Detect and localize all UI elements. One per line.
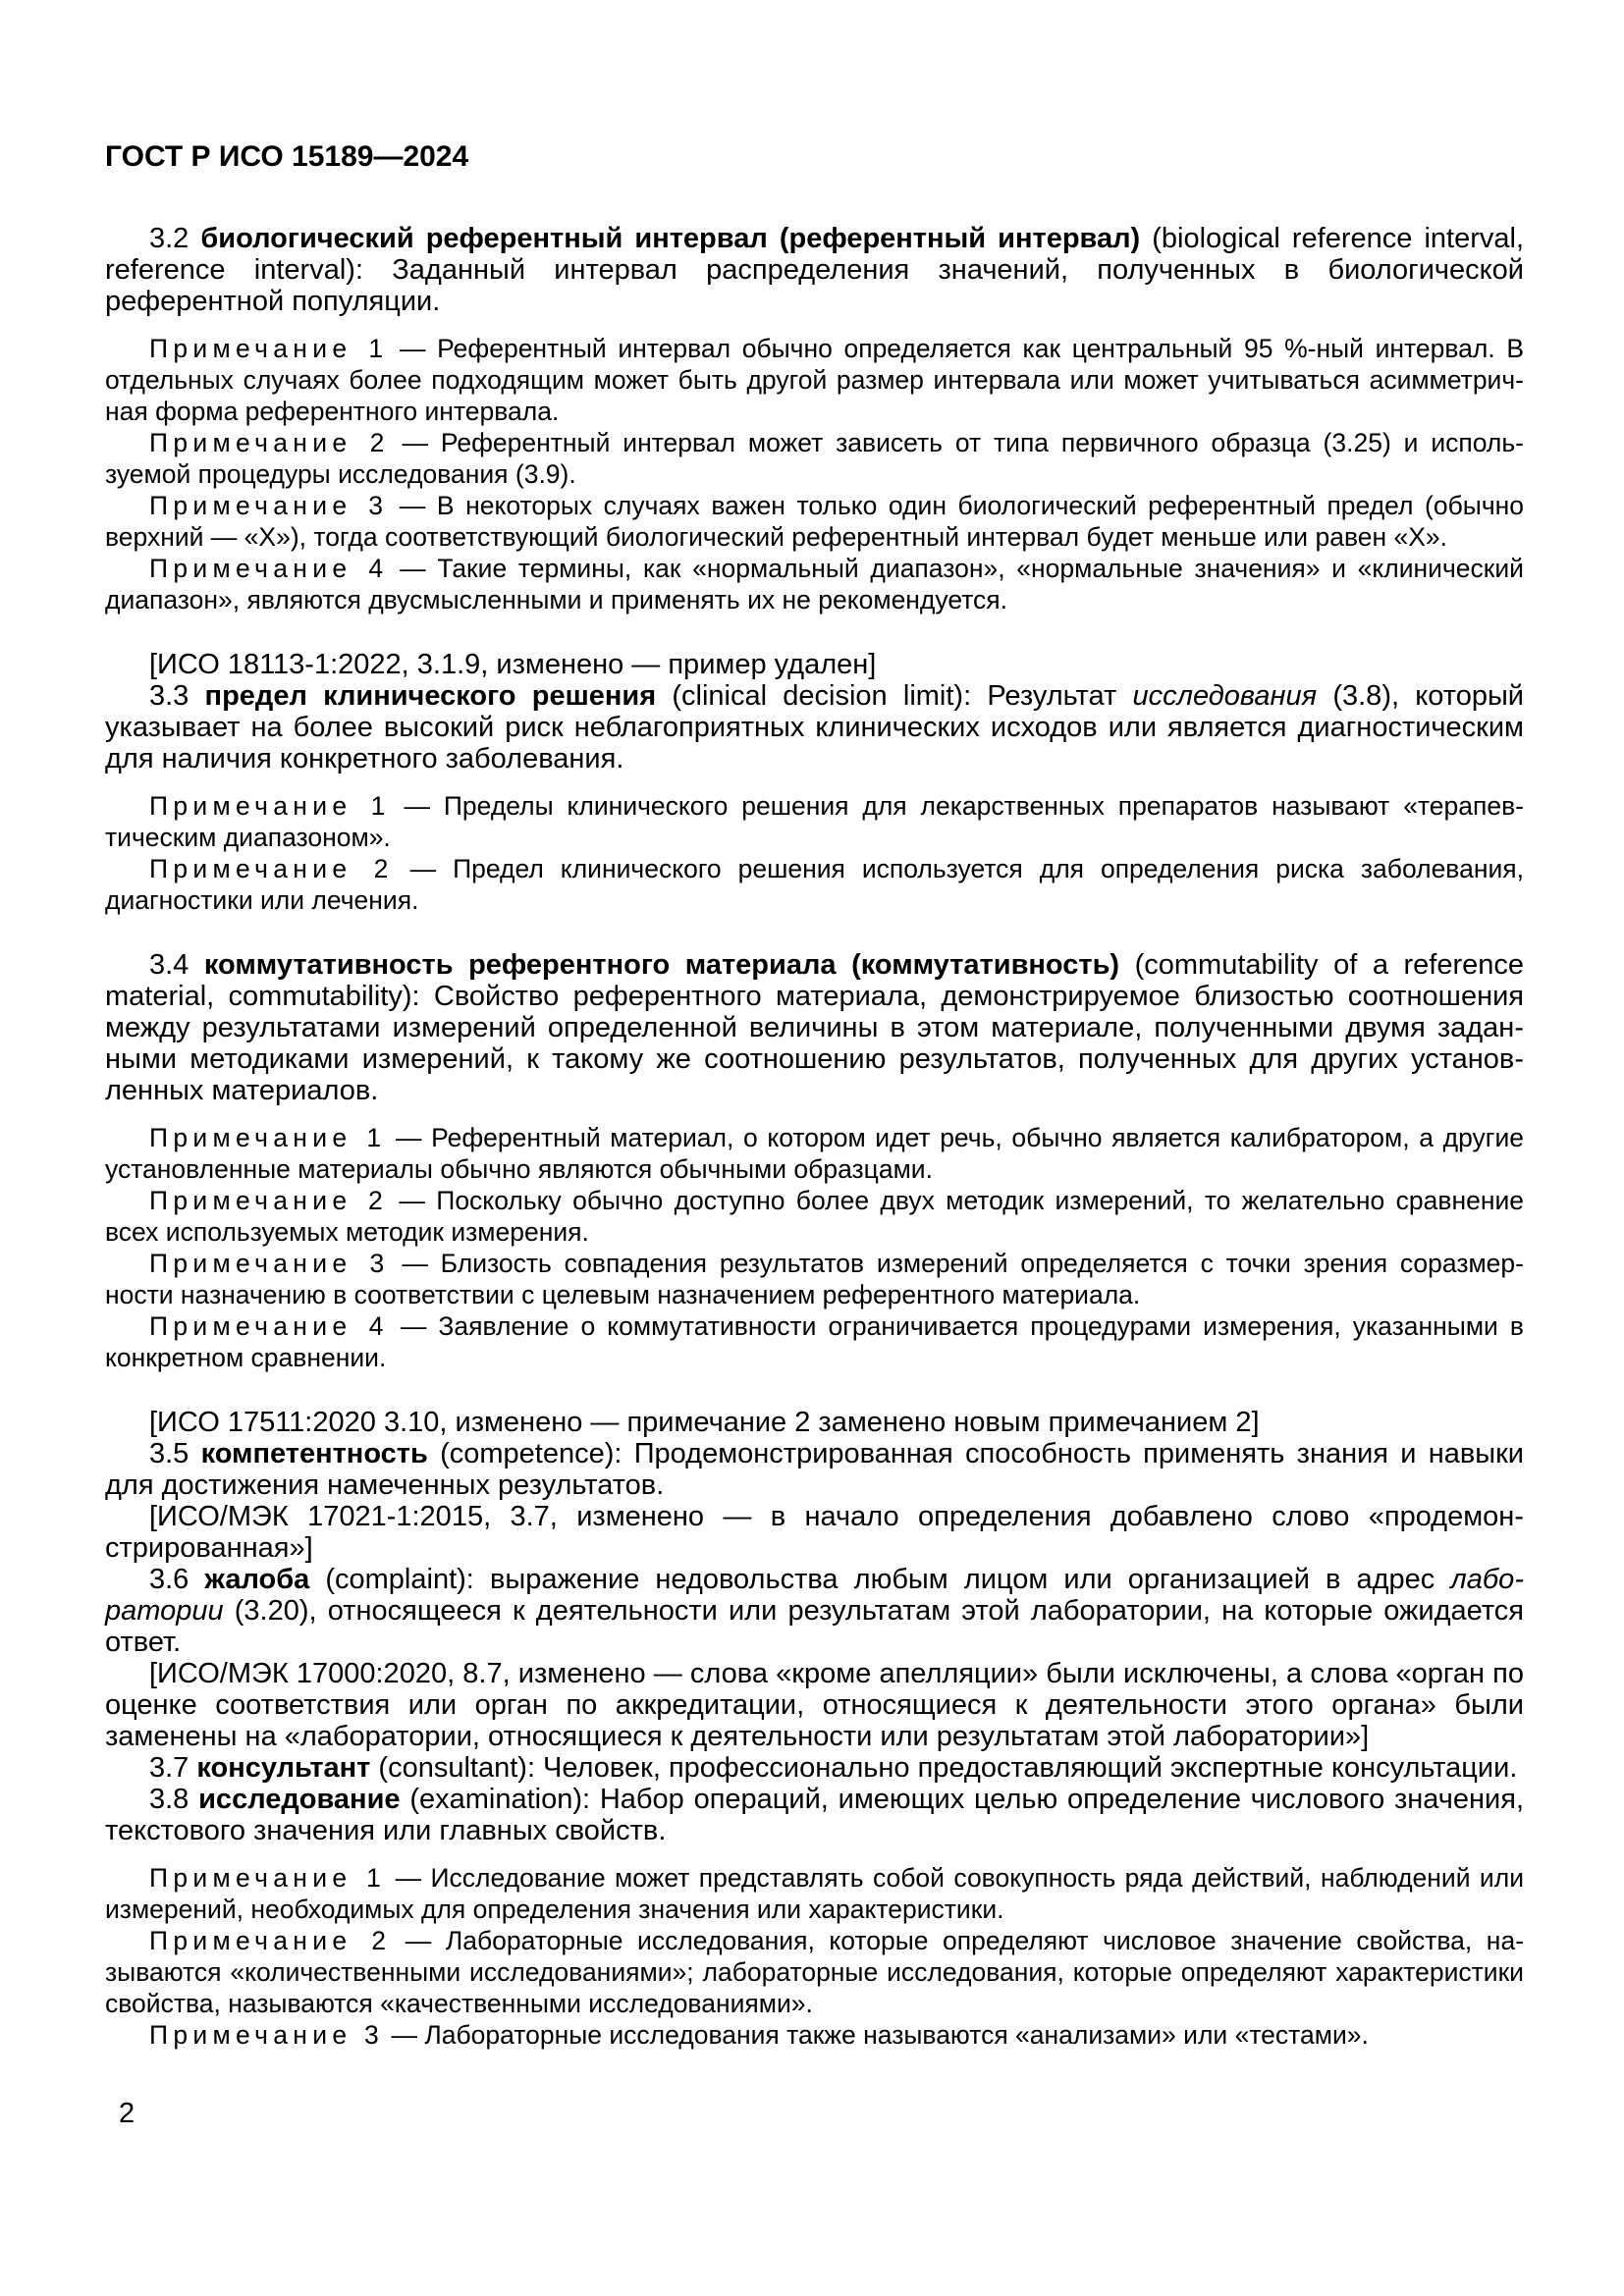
note-label: Примечание 3 <box>149 2020 385 2050</box>
text-run: — Предел клинического решения используется для определения риска заболевания, диагностики или лечения. <box>105 854 1524 915</box>
term-3.4 <box>105 949 1524 1106</box>
text-run: исследования <box>1132 680 1318 712</box>
source-iso-17000 <box>105 1658 1524 1752</box>
note-label: Примечание 1 <box>149 334 389 363</box>
source-iso-17021 <box>105 1501 1524 1564</box>
text-run: — Референтный материал, о котором идет речь, обычно является калибратором, а другие установленные материалы обычно являются обычными образцами. <box>105 1123 1524 1184</box>
source-iso-18113 <box>105 649 1524 680</box>
term-3.8-note-3 <box>105 2019 1524 2051</box>
text-run: — Поскольку обычно доступно более двух методик измерений, то желательно сравнение всех используемых методик измерения. <box>105 1186 1524 1247</box>
term-3.5 <box>105 1438 1524 1501</box>
note-label: Примечание 2 <box>149 1186 389 1215</box>
text-run: [ИСО/МЭК 17000:2020, 8.7, изменено — слова «кроме апелляции» были исключены, а слова «орган по оценке соответствия или орган по аккредитации, относящиеся к деятельности этого органа» были заменены на «лаборатории, относящиеся к деятельности или результатам этой лаборатории»] <box>105 1658 1524 1752</box>
text-run: — Заявление о коммутативности ограничивается процедурами измерения, указанными в конкретном сравнении. <box>105 1311 1524 1372</box>
text-run: — В некоторых случаях важен только один биологический референтный предел (обычно верхний — «X»), тогда соответствующий биологический референтный интервал будет меньше или равен «X». <box>105 491 1524 552</box>
text-run: 3.5 <box>149 1438 201 1469</box>
text-run: (biological reference interval, reference interval): Заданный интервал распределения значений, полученных в биологической референтной популяции. <box>105 223 1524 317</box>
term-3.2-note-1 <box>105 333 1524 427</box>
note-label: Примечание 4 <box>149 554 389 583</box>
term-3.3-note-2 <box>105 853 1524 916</box>
note-label: Примечание 1 <box>149 1123 387 1152</box>
text-run: 3.2 <box>149 223 201 254</box>
document-body <box>105 223 1524 2051</box>
note-label: Примечание 2 <box>149 854 394 883</box>
term-3.8-note-1 <box>105 1862 1524 1925</box>
text-run: [ИСО 18113-1:2022, 3.1.9, изменено — пример удален] <box>149 649 877 680</box>
text-run: компетентность <box>200 1438 428 1469</box>
note-label: Примечание 2 <box>149 1926 392 1955</box>
note-label: Примечание 1 <box>149 1863 387 1893</box>
term-3.6 <box>105 1564 1524 1658</box>
text-run: (commutability of a reference material, commutability): Свойство референтного материала, демонстрируемое близостью соотношения между результатами измерений определенной величины в этом материале, полученными двумя заданными методиками измерений, к такому же соотношению результатов, полученных для других установленных материалов. <box>105 949 1524 1106</box>
note-label: Примечание 2 <box>149 428 390 457</box>
text-run: (clinical decision limit): Результат <box>656 680 1133 712</box>
term-3.8-note-2 <box>105 1925 1524 2019</box>
term-3.2 <box>105 223 1524 317</box>
note-label: Примечание 3 <box>149 491 389 520</box>
term-3.4-note-2 <box>105 1185 1524 1248</box>
text-run: — Лабораторные исследования, которые определяют числовое значение свойства, называются «количественными исследованиями»; лабораторные исследования, которые определяют характеристики свойства, называются «качественными исследованиями». <box>105 1926 1525 2018</box>
document-header: ГОСТ Р ИСО 15189—2024 <box>105 140 469 173</box>
term-3.4-note-4 <box>105 1310 1524 1373</box>
note-label: Примечание 4 <box>149 1311 389 1341</box>
text-run: — Пределы клинического решения для лекарственных препаратов называют «терапевтическим диапазоном». <box>105 791 1524 852</box>
text-run: — Близость совпадения результатов измерений определяется с точки зрения соразмерности назначению в соответствии с целевым назначением референтного материала. <box>105 1249 1524 1309</box>
text-run: консультант <box>196 1752 371 1784</box>
term-3.3 <box>105 680 1524 774</box>
text-run: 3.6 <box>149 1564 205 1595</box>
text-run: предел клинического решения <box>204 680 657 712</box>
text-run: (3.20), относящееся к деятельности или результатам этой лаборатории, на которые ожидается ответ. <box>105 1595 1524 1658</box>
text-run: [ИСО/МЭК 17021-1:2015, 3.7, изменено — в начало определения добавлено слово «продемонстрированная»] <box>105 1501 1524 1564</box>
text-run: лаборатории <box>105 1564 1524 1627</box>
text-run: биологический референтный интервал (референтный интервал) <box>200 223 1141 254</box>
text-run: коммутативность референтного материала (коммутативность) <box>203 949 1120 981</box>
note-label: Примечание 3 <box>149 1249 390 1278</box>
text-run: (consultant): Человек, профессионально предоставляющий экспертные консультации. <box>370 1752 1518 1784</box>
text-run: — Референтный интервал может зависеть от типа первичного образца (3.25) и используемой процедуры исследования (3.9). <box>105 428 1524 489</box>
text-run: — Исследование может представлять собой совокупность ряда действий, наблюдений или измерений, необходимых для определения значения или характеристики. <box>105 1863 1524 1924</box>
text-run: (complaint): выражение недовольства любым лицом или организацией в адрес <box>309 1564 1451 1595</box>
text-run: — Такие термины, как «нормальный диапазон», «нормальные значения» и «клинический диапазон», являются двусмысленными и применять их не рекомендуется. <box>105 554 1524 614</box>
text-run: (3.8), который указывает на более высокий риск неблагоприятных клинических исходов или является диагностическим для наличия конкретного заболевания. <box>105 680 1525 774</box>
text-run: 3.4 <box>149 949 204 981</box>
text-run: [ИСО 17511:2020 3.10, изменено — примечание 2 заменено новым примечанием 2] <box>149 1407 1260 1438</box>
term-3.7 <box>105 1752 1524 1784</box>
text-run: 3.3 <box>149 680 205 712</box>
term-3.4-note-3 <box>105 1248 1524 1310</box>
source-iso-17511 <box>105 1407 1524 1438</box>
term-3.2-note-4 <box>105 553 1524 615</box>
term-3.4-note-1 <box>105 1122 1524 1185</box>
text-run: жалоба <box>204 1564 310 1595</box>
page-number: 2 <box>119 2098 135 2129</box>
term-3.2-note-2 <box>105 427 1524 490</box>
text-run: (competence): Продемонстрированная способность применять знания и навыки для достижения намеченных результатов. <box>105 1438 1524 1501</box>
term-3.2-note-3 <box>105 490 1524 553</box>
text-run: 3.7 <box>149 1752 197 1784</box>
text-run: (examination): Набор операций, имеющих целью определение числового значения, текстового значения или главных свойств. <box>105 1784 1524 1846</box>
text-run: исследование <box>198 1784 401 1815</box>
text-run: — Референтный интервал обычно определяется как центральный 95 %-ный интервал. В отдельных случаях более подходящим может быть другой размер интервала или может учитываться асимметричная форма референтного интервала. <box>105 334 1524 426</box>
term-3.8 <box>105 1784 1524 1846</box>
text-run: 3.8 <box>149 1784 199 1815</box>
note-label: Примечание 1 <box>149 791 391 821</box>
term-3.3-note-1 <box>105 790 1524 853</box>
text-run: — Лабораторные исследования также называются «анализами» или «тестами». <box>384 2020 1369 2050</box>
